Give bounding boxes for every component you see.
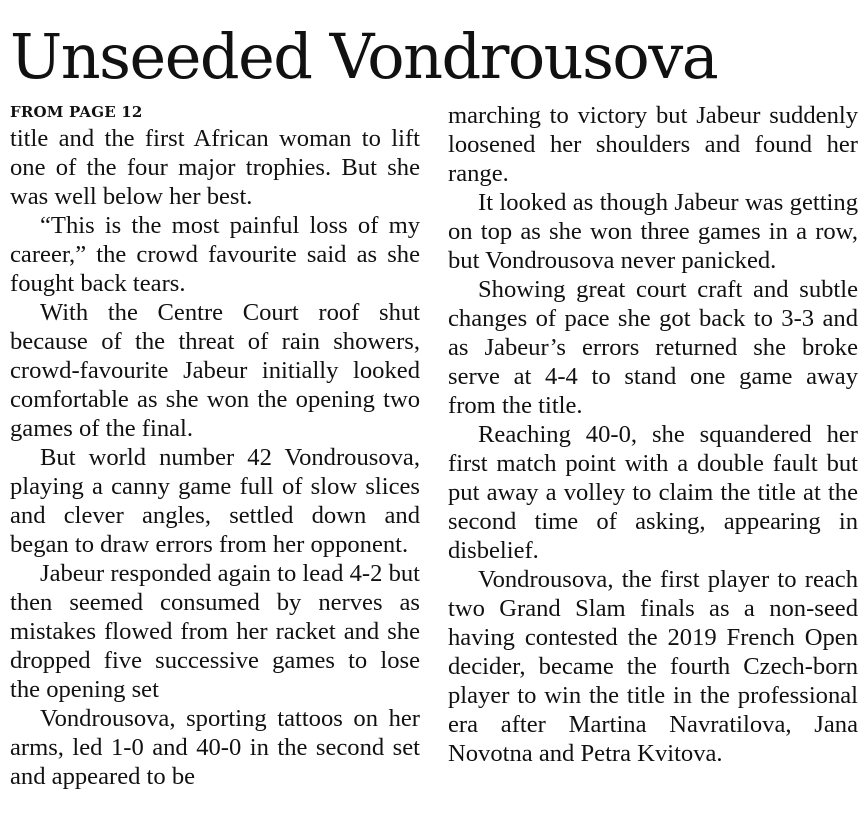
paragraph: It looked as though Jabeur was getting on top as she won three games in a row, but Vondrousova never panicked. bbox=[448, 189, 858, 274]
article-column-right bbox=[448, 101, 858, 768]
paragraph: marching to victory but Jabeur suddenly loosened her shoulders and found her range. bbox=[448, 102, 858, 187]
paragraph: Vondrousova, the first player to reach two Grand Slam finals as a non-seed having contested the 2019 French Open decider, became the fourth Czech-born player to win the title in the professional era after Martina Navratilova, Jana Novotna and Petra Kvitova. bbox=[448, 566, 858, 767]
paragraph: Vondrousova, sporting tattoos on her arms, led 1-0 and 40-0 in the second set and appeared to be bbox=[10, 705, 420, 790]
paragraph: “This is the most painful loss of my career,” the crowd favourite said as she fought back tears. bbox=[10, 212, 420, 297]
paragraph: title and the first African woman to lift one of the four major trophies. But she was well below her best. bbox=[10, 125, 420, 210]
headline: Unseeded Vondrousova bbox=[10, 20, 718, 93]
continuation-kicker: FROM PAGE 12 bbox=[10, 103, 143, 121]
paragraph: Showing great court craft and subtle changes of pace she got back to 3-3 and as Jabeur’s errors returned she broke serve at 4-4 to stand one game away from the title. bbox=[448, 276, 858, 419]
paragraph: With the Centre Court roof shut because of the threat of rain showers, crowd-favourite Jabeur initially looked comfortable as she won the opening two games of the final. bbox=[10, 299, 420, 442]
paragraph: But world number 42 Vondrousova, playing a canny game full of slow slices and clever angles, settled down and began to draw errors from her opponent. bbox=[10, 444, 420, 558]
paragraph: Jabeur responded again to lead 4-2 but then seemed consumed by nerves as mistakes flowed from her racket and she dropped five successive games to lose the opening set bbox=[10, 560, 420, 703]
article-column-left bbox=[10, 101, 420, 791]
paragraph: Reaching 40-0, she squandered her first match point with a double fault but put away a volley to claim the title at the second time of asking, appearing in disbelief. bbox=[448, 421, 858, 564]
